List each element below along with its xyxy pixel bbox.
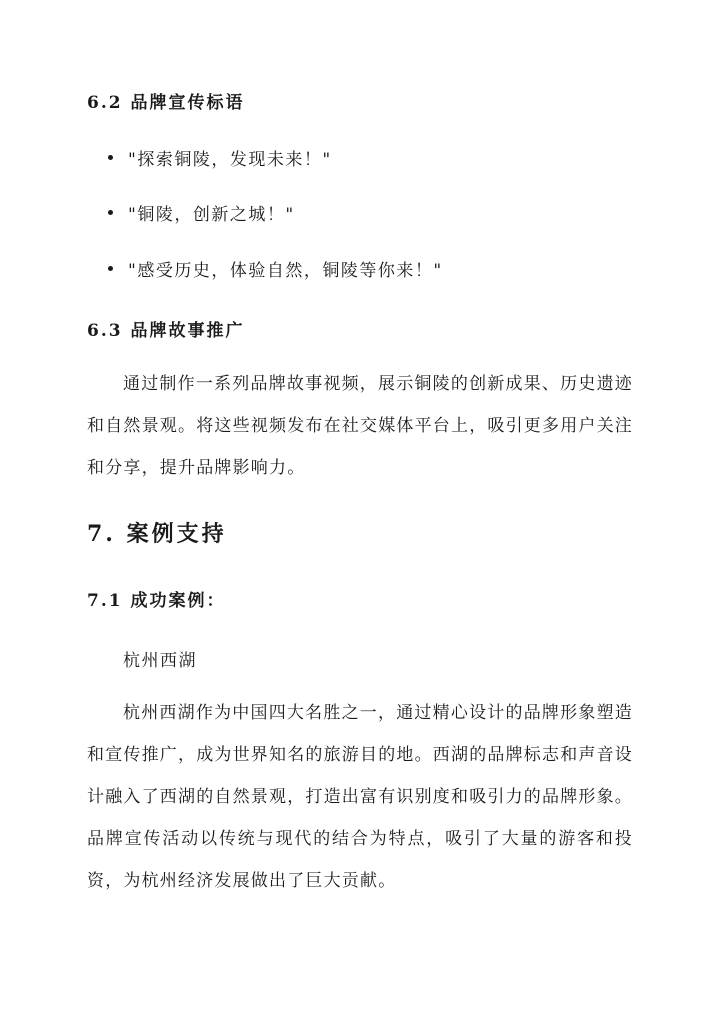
section-7-1-heading: 7.1 成功案例： bbox=[87, 591, 226, 611]
bullet-icon bbox=[108, 210, 113, 215]
section-7-heading: 7. 案例支持 bbox=[87, 521, 227, 547]
slogan-list-item bbox=[108, 200, 295, 224]
slogan-text: "铜陵，创新之城！" bbox=[128, 204, 295, 225]
slogan-text: "感受历史，体验自然，铜陵等你来！" bbox=[128, 260, 443, 281]
slogan-text: "探索铜陵，发现未来！" bbox=[128, 149, 332, 170]
bullet-icon bbox=[108, 266, 113, 271]
bullet-icon bbox=[108, 155, 113, 160]
case-title: 杭州西湖 bbox=[123, 651, 197, 671]
slogan-list-item bbox=[108, 256, 443, 280]
slogan-list-item bbox=[108, 145, 332, 169]
case-paragraph: 杭州西湖作为中国四大名胜之一，通过精心设计的品牌形象塑造和宣传推广，成为世界知名的旅游目的地。西湖的品牌标志和声音设计融入了西湖的自然景观，打造出富有识别度和吸引力的品牌形象。品牌宣传活动以传统与现代的结合为特点，吸引了大量的游客和投资，为杭州经济发展做出了巨大贡献。 bbox=[87, 703, 633, 891]
section-6-3-paragraph: 通过制作一系列品牌故事视频，展示铜陵的创新成果、历史遗迹和自然景观。将这些视频发布在社交媒体平台上，吸引更多用户关注和分享，提升品牌影响力。 bbox=[87, 374, 633, 478]
section-6-3-heading: 6.3 品牌故事推广 bbox=[87, 321, 245, 341]
section-6-2-heading: 6.2 品牌宣传标语 bbox=[87, 93, 245, 113]
